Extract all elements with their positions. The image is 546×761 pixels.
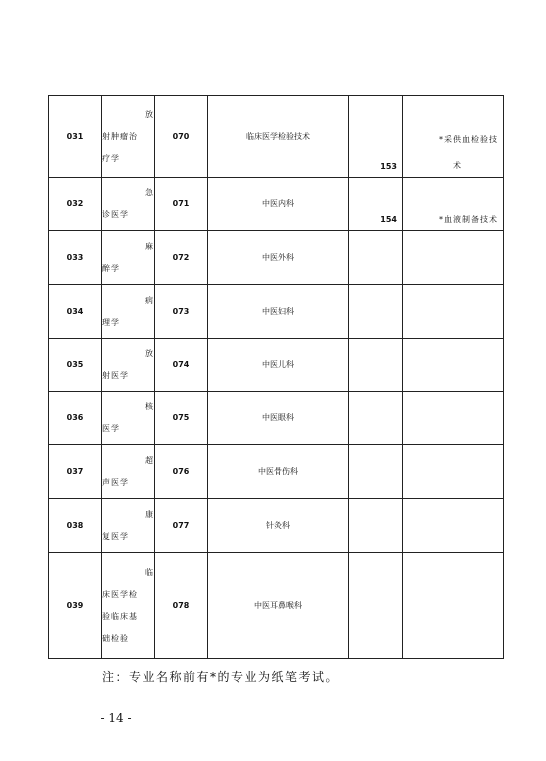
table-row xyxy=(49,392,504,445)
empty-cell xyxy=(403,339,504,392)
empty-cell xyxy=(349,445,403,499)
specialty-code: 078 xyxy=(155,553,208,659)
table-row xyxy=(49,339,504,392)
table-row xyxy=(49,285,504,339)
specialty-code: 070 xyxy=(155,96,208,178)
specialty-name: 中医内科 xyxy=(208,178,349,231)
specialty-name: 中医骨伤科 xyxy=(208,445,349,499)
table-row xyxy=(49,231,504,285)
specialty-name: 中医外科 xyxy=(208,231,349,285)
table-row xyxy=(49,178,504,231)
specialty-name-line: 理学 xyxy=(102,317,120,327)
specialty-name-line: 放 xyxy=(145,349,154,358)
specialty-code: 072 xyxy=(155,231,208,285)
specialty-name-line: 医学 xyxy=(102,424,120,433)
specialty-name-line: 放 xyxy=(145,109,154,119)
specialty-name xyxy=(102,499,155,553)
specialty-name-line: 诊医学 xyxy=(102,210,129,219)
specialty-code: 071 xyxy=(155,178,208,231)
table-row xyxy=(49,499,504,553)
specialty-name-line: 超 xyxy=(145,455,154,465)
specialty-name-line: 醉学 xyxy=(102,263,120,273)
specialty-code: 038 xyxy=(49,499,102,553)
specialty-name-line: 础检验 xyxy=(102,633,129,643)
empty-cell xyxy=(403,285,504,339)
specialty-name-line: 核 xyxy=(145,402,154,411)
specialty-name-cell xyxy=(403,96,504,178)
specialty-name-line: 疗学 xyxy=(102,153,120,163)
table-row xyxy=(49,553,504,659)
specialty-name: 针灸科 xyxy=(208,499,349,553)
specialty-name xyxy=(102,178,155,231)
specialty-code: 033 xyxy=(49,231,102,285)
specialty-name: *血液制备技术 xyxy=(439,215,498,224)
specialty-code: 037 xyxy=(49,445,102,499)
specialty-code: 031 xyxy=(49,96,102,178)
specialty-name-line: 声医学 xyxy=(102,477,129,487)
empty-cell xyxy=(349,339,403,392)
specialty-name-line: 急 xyxy=(145,188,154,197)
specialty-name xyxy=(102,553,155,659)
empty-cell xyxy=(349,392,403,445)
specialty-name: 中医儿科 xyxy=(208,339,349,392)
page-number: - 14 - xyxy=(100,711,132,725)
specialty-name-line: 病 xyxy=(145,295,154,305)
empty-cell xyxy=(403,553,504,659)
empty-cell xyxy=(349,285,403,339)
specialty-name-line: 康 xyxy=(145,509,154,519)
specialty-name: 中医妇科 xyxy=(208,285,349,339)
specialty-name: 中医眼科 xyxy=(208,392,349,445)
specialty-code: 034 xyxy=(49,285,102,339)
specialty-name-cell xyxy=(403,178,504,231)
specialty-name xyxy=(102,96,155,178)
empty-cell xyxy=(349,553,403,659)
specialty-name: 临床医学检验技术 xyxy=(208,96,349,178)
specialty-code: 036 xyxy=(49,392,102,445)
empty-cell xyxy=(403,499,504,553)
specialty-code-cell xyxy=(349,96,403,178)
empty-cell xyxy=(349,231,403,285)
specialty-name xyxy=(102,392,155,445)
empty-cell xyxy=(403,445,504,499)
empty-cell xyxy=(403,392,504,445)
table-row xyxy=(49,445,504,499)
specialty-code: 039 xyxy=(49,553,102,659)
footnote: 注：专业名称前有*的专业为纸笔考试。 xyxy=(102,670,340,684)
specialty-name-line: 复医学 xyxy=(102,531,129,541)
specialty-code-cell xyxy=(349,178,403,231)
empty-cell xyxy=(349,499,403,553)
specialty-code: 032 xyxy=(49,178,102,231)
specialty-code: 073 xyxy=(155,285,208,339)
specialty-name-line: 麻 xyxy=(145,241,154,251)
specialty-name-line: 临 xyxy=(145,567,154,577)
table-row xyxy=(49,96,504,178)
specialty-name-line: 床医学检 xyxy=(102,589,138,599)
specialty-table xyxy=(48,95,504,659)
specialty-code: 077 xyxy=(155,499,208,553)
specialty-code: 074 xyxy=(155,339,208,392)
specialty-name-line: 术 xyxy=(453,161,462,170)
specialty-name xyxy=(102,231,155,285)
empty-cell xyxy=(403,231,504,285)
specialty-name-line: 射医学 xyxy=(102,371,129,380)
specialty-name xyxy=(102,339,155,392)
specialty-code: 153 xyxy=(380,162,397,171)
specialty-code: 075 xyxy=(155,392,208,445)
specialty-name: 中医耳鼻喉科 xyxy=(208,553,349,659)
specialty-name-line: *采供血检验技 xyxy=(439,135,498,144)
specialty-code: 154 xyxy=(380,215,397,224)
specialty-name-line: 射肿瘤治 xyxy=(102,131,138,141)
specialty-name-line: 验临床基 xyxy=(102,611,138,621)
specialty-name xyxy=(102,445,155,499)
specialty-code: 076 xyxy=(155,445,208,499)
specialty-code: 035 xyxy=(49,339,102,392)
specialty-name xyxy=(102,285,155,339)
